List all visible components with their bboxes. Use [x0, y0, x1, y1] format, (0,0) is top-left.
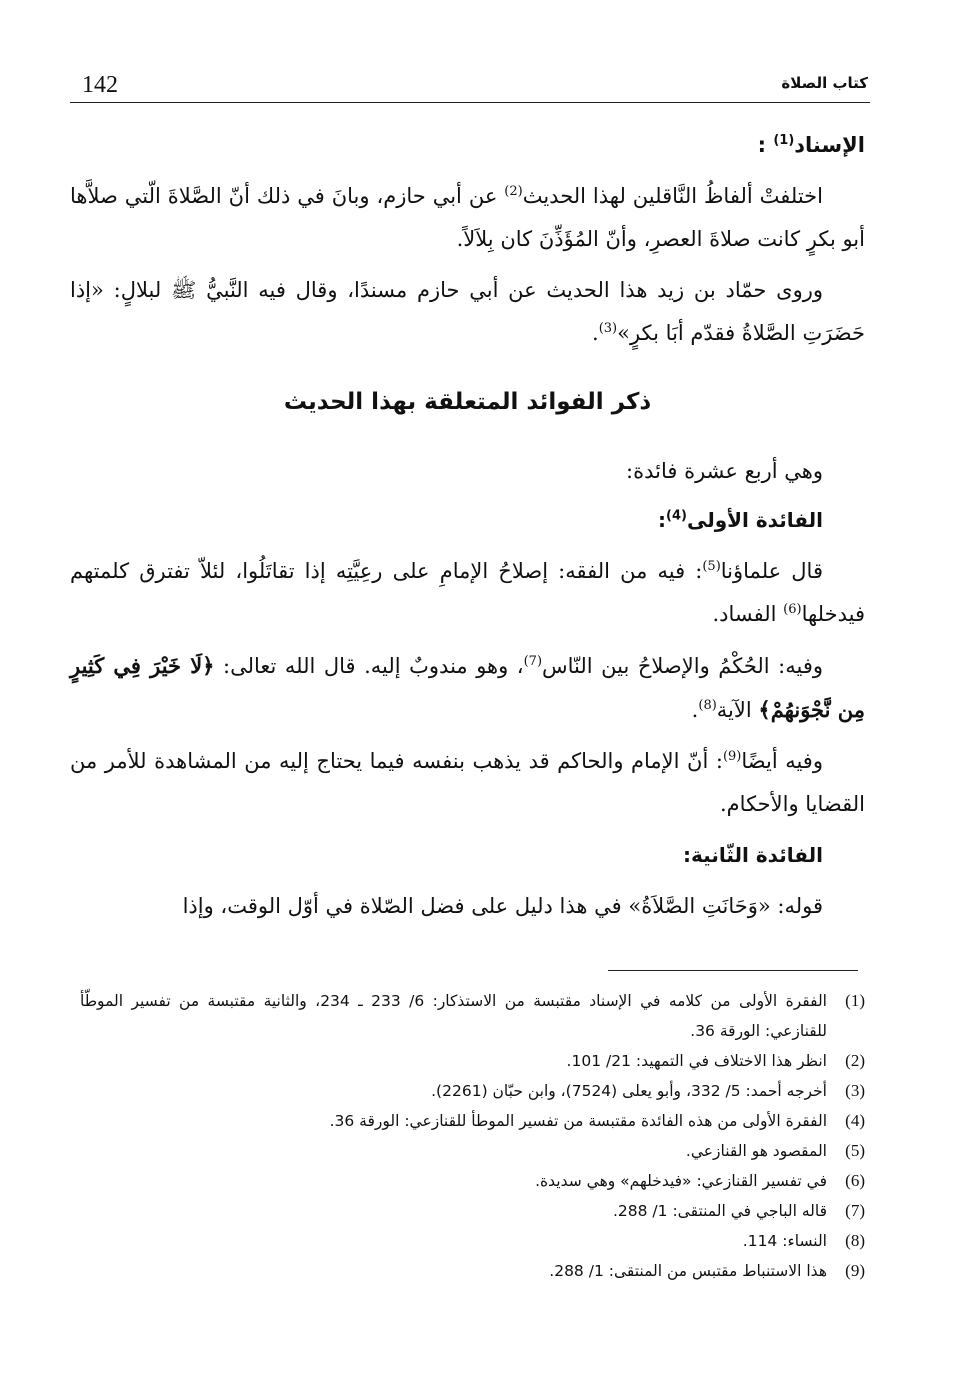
- footnote-ref: (4): [666, 508, 687, 524]
- footnote-ref: (1): [773, 133, 795, 148]
- section-title: ذكر الفوائد المتعلقة بهذا الحديث: [283, 389, 652, 415]
- isnad-heading: الإسناد$^{(1)}$ :: [757, 133, 865, 157]
- footnote-item: (5) المقصود هو القنازعي.: [685, 1141, 865, 1160]
- footnote-ref: (3): [598, 321, 618, 336]
- footnote-divider: [608, 970, 858, 971]
- footnote-item: (4) الفقرة الأولى من هذه الفائدة مقتبسة من تفسير الموطأ للقنازعي: الورقة 36.: [329, 1111, 865, 1130]
- footnote-item: (3) أخرجه أحمد: 5/ 332، وأبو يعلى (7524)، وابن حبّان (2261).: [431, 1081, 865, 1100]
- footnote-ref: (9): [722, 749, 742, 764]
- footnotes: [80, 986, 865, 1286]
- first-benefit-heading: الفائدة الأولى$^{(4)}$:: [658, 508, 823, 532]
- footnote-item: (8) النساء: 114.: [742, 1231, 865, 1250]
- footnote-ref: (5): [702, 559, 721, 574]
- isnad-paragraph-2: وروى حمّاد بن زيد هذا الحديث عن أبي حازم مسندًا، وقال فيه النَّبيُّ ﷺ لبلالٍ: «إذا حَضَرَتِ الصَّلاةُ فقدّم أبَا بكرٍ»$^{(3)}$.: [70, 278, 865, 345]
- benefit-paragraph-4: قوله: «وَحَانَتِ الصَّلاَةُ» في هذا دليل على فضل الصّلاة في أوّل الوقت، وإذا: [182, 894, 823, 918]
- footnote-item: (6) في تفسير القنازعي: «فيدخلهم» وهي سديدة.: [535, 1171, 865, 1190]
- benefit-paragraph-3: وفيه أيضًا$^{(9)}$: أنّ الإمام والحاكم قد يذهب بنفسه فيما يحتاج إليه من المشاهدة للأمر من القضايا والأحكام.: [70, 749, 865, 816]
- main-text: [70, 118, 865, 936]
- footnote-item: (1) الفقرة الأولى من كلامه في الإسناد مقتبسة من الاستذكار: 6/ 233 ـ 234، والثانية مقتبسة من تفسير الموطّأ للقنازعي: الورقة 36.: [80, 991, 865, 1040]
- benefit-paragraph-1: قال علماؤنا$^{(5)}$: فيه من الفقه: إصلاحُ الإمامِ على رعِيَّتِه إذا تقاتَلُوا، لئلاّ تفترق كلمتهم فيدخلها$^{(6)}$ الفساد.: [70, 559, 865, 626]
- fawaid-intro: وهي أربع عشرة فائدة:: [626, 459, 823, 483]
- running-title: كتاب الصلاة: [781, 74, 868, 92]
- second-benefit-heading: الفائدة الثّانية:: [683, 843, 823, 867]
- page-number: 142: [82, 72, 118, 98]
- footnote-ref: (8): [698, 698, 717, 713]
- footnote-item: (9) هذا الاستنباط مقتبس من المنتقى: 1/ 288.: [549, 1261, 865, 1280]
- isnad-paragraph-1: اختلفتْ ألفاظُ النَّاقلين لهذا الحديث$^{(2)}$ عن أبي حازم، وبانَ في ذلك أنّ الصَّلاةَ الّتي صلاَّها أبو بكرٍ كانت صلاةَ العصرِ، وأنّ المُؤَذِّنَ كان بِلاَلاً.: [70, 184, 865, 251]
- benefit-paragraph-2: وفيه: الحُكْمُ والإصلاحُ بين النّاس$^{(7)}$، وهو مندوبٌ إليه. قال الله تعالى: ﴿لَا خَيْرَ فِي كَثِيرٍ مِن نَّجْوَنهُمْ﴾ الآية$^{(8)}$.: [70, 653, 865, 722]
- footnote-ref: (7): [523, 654, 543, 669]
- quran-verse: ﴿لَا خَيْرَ فِي كَثِيرٍ مِن نَّجْوَنهُمْ﴾: [70, 653, 865, 722]
- page-header: [70, 58, 870, 103]
- footnote-ref: (6): [783, 602, 802, 617]
- footnote-item: (2) انظر هذا الاختلاف في التمهيد: 21/ 101.: [566, 1051, 865, 1070]
- footnote-ref: (2): [504, 184, 523, 199]
- footnote-item: (7) قاله الباجي في المنتقى: 1/ 288.: [612, 1201, 865, 1220]
